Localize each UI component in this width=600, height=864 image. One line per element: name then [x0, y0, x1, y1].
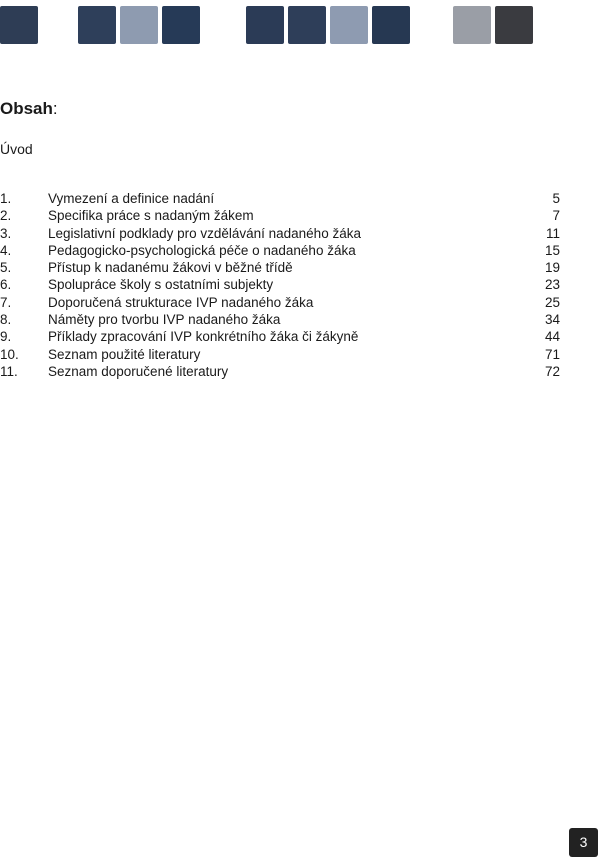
toc-item: [0, 328, 560, 345]
color-square: [372, 6, 410, 44]
toc-item: [0, 259, 560, 276]
toc-item: [0, 242, 560, 259]
toc-item-title: Seznam použité literatury: [48, 346, 201, 362]
toc-item: [0, 207, 560, 224]
contents-title-colon: :: [52, 99, 58, 118]
toc-item-title: Příklady zpracování IVP konkrétního žáka či žákyně: [48, 329, 359, 345]
toc-item-title: Vymezení a definice nadání: [48, 191, 215, 206]
toc-item-page: 71: [544, 346, 560, 362]
color-square: [495, 6, 533, 44]
toc-intro: Úvod: [0, 141, 33, 157]
color-square: [0, 6, 38, 44]
color-square: [162, 6, 200, 44]
toc-item-number: 3.: [0, 225, 12, 241]
contents-title: [0, 99, 58, 119]
toc-item: [0, 276, 560, 293]
toc-item-number: 9.: [0, 329, 12, 345]
toc-item: [0, 346, 560, 363]
color-square: [330, 6, 368, 44]
toc-item-title: Legislativní podklady pro vzdělávání nadaného žáka: [48, 225, 361, 241]
toc-item: [0, 190, 560, 207]
color-square: [288, 6, 326, 44]
toc-item: [0, 294, 560, 311]
toc-item-number: 11.: [0, 363, 18, 379]
toc-item-number: 8.: [0, 312, 12, 328]
toc-item-page: 23: [544, 277, 560, 293]
toc-item-page: 19: [544, 260, 560, 276]
toc-item-title: Náměty pro tvorbu IVP nadaného žáka: [48, 312, 281, 328]
toc-item-page: 11: [545, 225, 560, 241]
toc-item-number: 4.: [0, 242, 12, 258]
toc-item-title: Přístup k nadanému žákovi v běžné třídě: [48, 260, 293, 276]
toc-item-number: 7.: [0, 294, 12, 310]
toc-item: [0, 225, 560, 242]
toc-item-number: 6.: [0, 277, 12, 293]
toc-item-number: 5.: [0, 260, 12, 276]
toc-item-title: Seznam doporučené literatury: [48, 363, 229, 379]
color-square: [120, 6, 158, 44]
toc-item-number: 1.: [0, 191, 12, 206]
toc-item-title: Pedagogicko-psychologická péče o nadaného žáka: [48, 242, 356, 258]
toc-item-title: Doporučená strukturace IVP nadaného žáka: [48, 294, 314, 310]
color-square: [453, 6, 491, 44]
toc-item-page: 5: [552, 191, 560, 206]
toc-item-page: 15: [544, 242, 560, 258]
color-square: [78, 6, 116, 44]
color-square: [246, 6, 284, 44]
toc-item-page: 44: [544, 329, 560, 345]
toc-item-number: 2.: [0, 208, 12, 224]
toc-item-page: 34: [544, 312, 560, 328]
table-of-contents: [0, 190, 560, 380]
toc-item: [0, 311, 560, 328]
toc-item-page: 7: [552, 208, 560, 224]
toc-item-page: 72: [544, 363, 560, 379]
toc-item-page: 25: [544, 294, 560, 310]
contents-title-text: Obsah: [0, 99, 53, 118]
toc-item: [0, 363, 560, 380]
page-number-badge: 3: [569, 828, 598, 857]
toc-item-title: Spolupráce školy s ostatními subjekty: [48, 277, 274, 293]
toc-item-number: 10.: [0, 346, 19, 362]
toc-item-title: Specifika práce s nadaným žákem: [48, 208, 254, 224]
